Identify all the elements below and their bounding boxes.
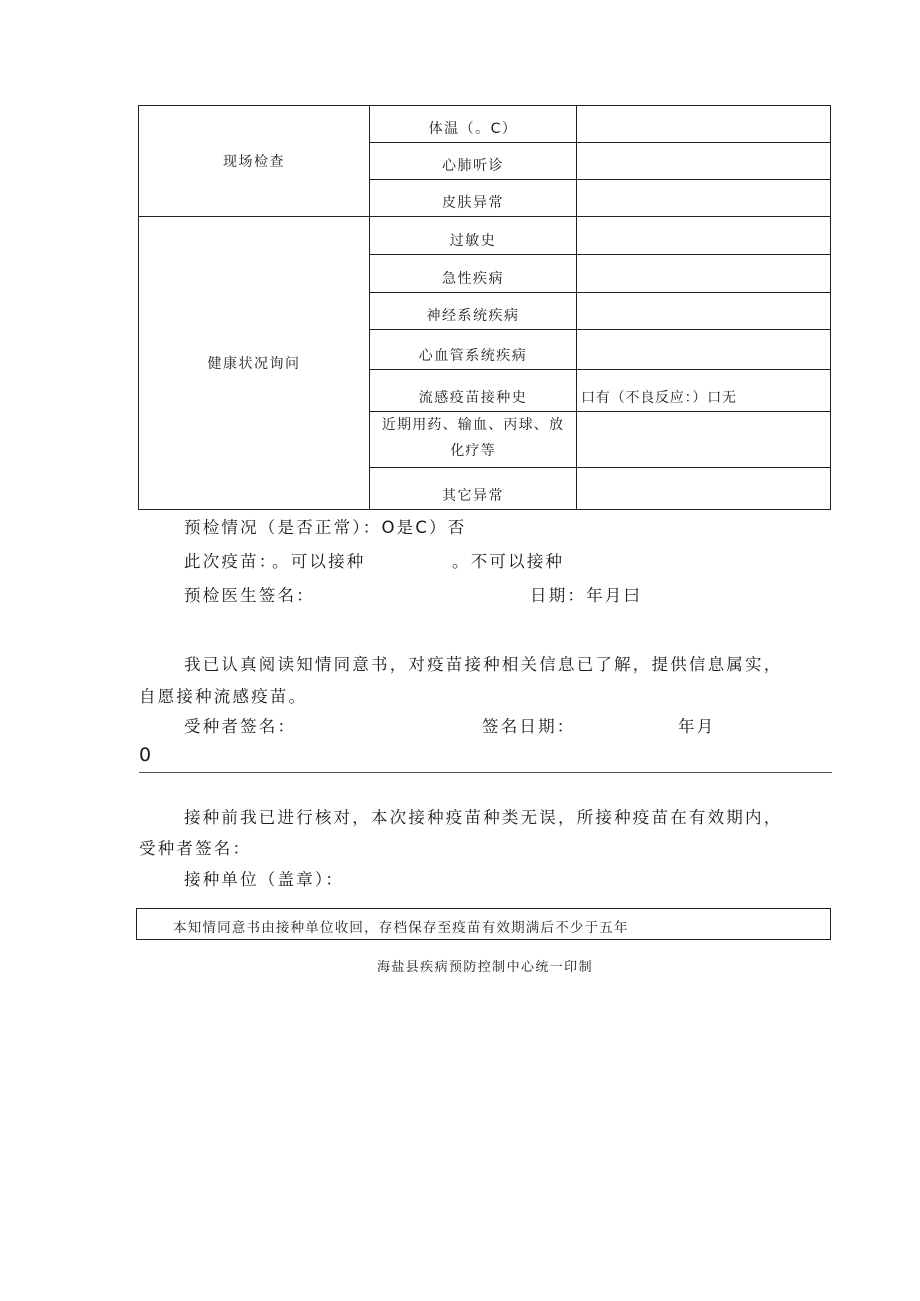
section-divider: [139, 772, 832, 773]
item-label-recent-medication-line1: 近期用药、输血、丙球、放: [381, 417, 565, 433]
verification-statement-line1: 接种前我已进行核对，本次接种疫苗种类无误，所接种疫苗在有效期内，: [184, 808, 783, 827]
item-label-neuro: 神经系统疾病: [426, 308, 520, 324]
section-health-inquiry: 健康状况询问: [207, 356, 301, 372]
consent-statement-line2: 自愿接种流感疫苗。: [139, 687, 308, 706]
precheck-doctor-signature: 预检医生签名：: [184, 586, 315, 605]
value-cardiopulmonary[interactable]: [577, 143, 830, 179]
value-allergy[interactable]: [577, 217, 830, 254]
section-on-site-exam: 现场检查: [223, 154, 285, 170]
value-acute-disease[interactable]: [577, 255, 830, 292]
retention-note-text: 本知情同意书由接种单位收回，存档保存至疫苗有效期满后不少于五年: [173, 920, 629, 936]
precheck-status: 预检情况（是否正常）：O是C）否: [184, 518, 467, 537]
item-label-allergy: 过敏史: [449, 233, 497, 249]
item-label-cardiopulmonary: 心肺听诊: [442, 158, 504, 174]
item-label-temperature: 体温（。C）: [428, 121, 518, 137]
item-label-cardiovascular: 心血管系统疾病: [418, 348, 528, 364]
signature-year-month: 年月: [678, 717, 716, 736]
precheck-date: 日期：年月曰: [530, 586, 643, 605]
item-label-flu-history: 流感疫苗接种史: [418, 390, 528, 406]
precheck-cannot-vaccinate[interactable]: 。不可以接种: [452, 552, 565, 571]
item-label-skin: 皮肤异常: [442, 195, 504, 211]
retention-note-box: [136, 908, 831, 940]
value-neuro[interactable]: [577, 293, 830, 329]
value-cardiovascular[interactable]: [577, 330, 830, 369]
item-label-recent-medication-line2: 化疗等: [450, 443, 496, 459]
value-other[interactable]: [577, 468, 830, 509]
value-recent-medication[interactable]: [577, 412, 830, 467]
value-temperature[interactable]: [577, 106, 830, 142]
value-skin[interactable]: [577, 180, 830, 216]
printed-by-footer: 海盐县疾病预防控制中心统一印制: [376, 960, 593, 975]
signature-day-zero: 0: [139, 744, 152, 766]
precheck-vaccine-label: 此次疫苗：: [184, 552, 278, 571]
verification-recipient-signature: 受种者签名：: [139, 839, 252, 858]
item-label-other: 其它异常: [442, 488, 504, 504]
value-flu-history[interactable]: 口有（不良反应：）口无: [581, 390, 737, 406]
recipient-signature-label: 受种者签名：: [184, 717, 297, 736]
vaccination-unit-stamp: 接种单位（盖章）：: [184, 870, 345, 889]
item-label-acute-disease: 急性疾病: [442, 271, 504, 287]
signature-date-label: 签名日期：: [482, 717, 576, 736]
precheck-can-vaccinate[interactable]: 。可以接种: [272, 552, 366, 571]
item-label-recent-medication: [370, 412, 576, 467]
consent-statement-line1: 我已认真阅读知情同意书，对疫苗接种相关信息已了解，提供信息属实，: [184, 655, 783, 674]
